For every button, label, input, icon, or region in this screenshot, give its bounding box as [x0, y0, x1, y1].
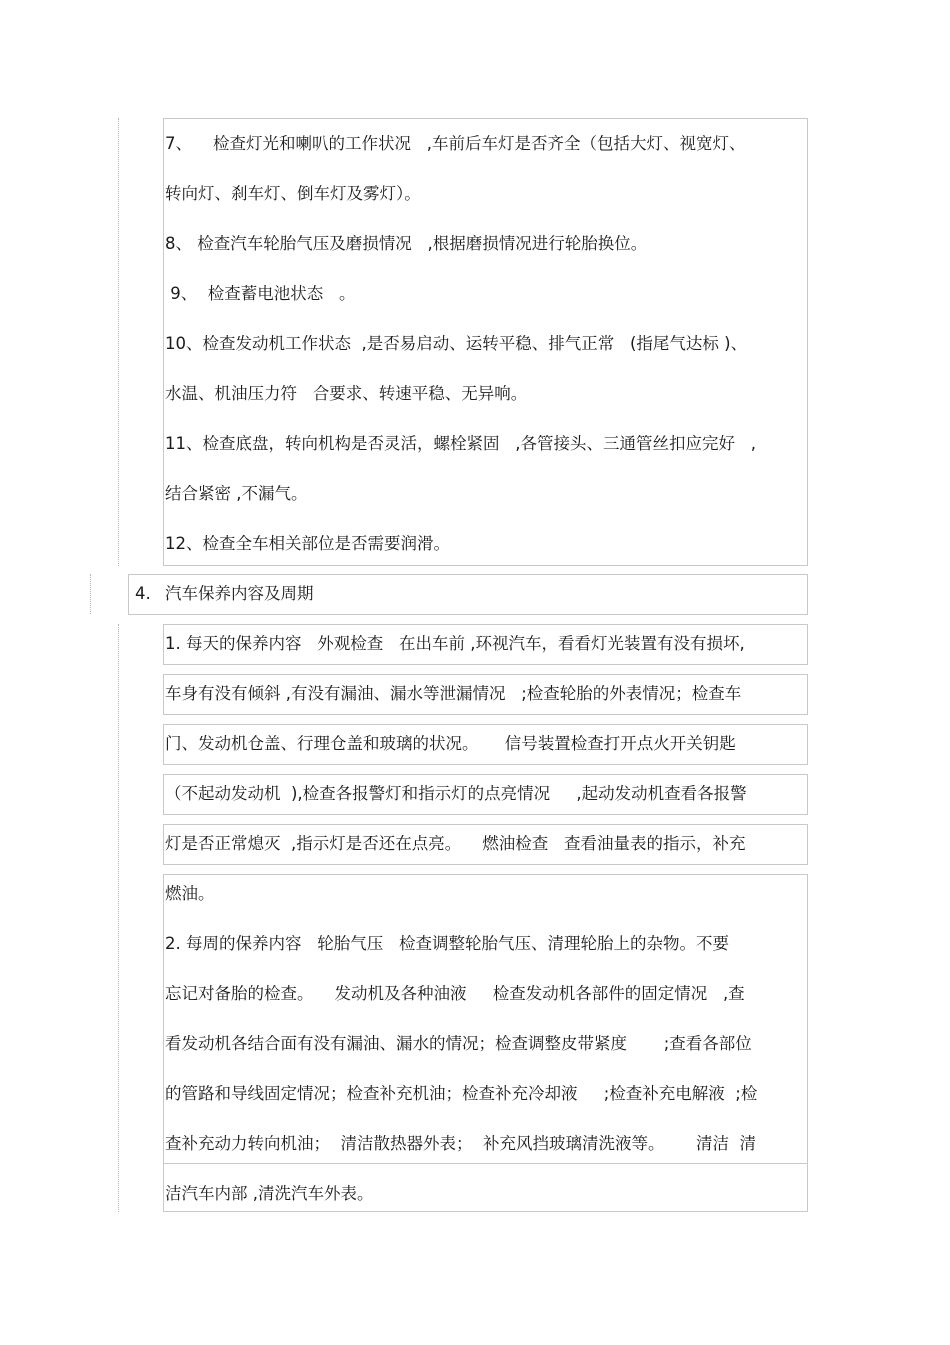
text-line: 的管路和导线固定情况；检查补充机油；检查补充冷却液 ;检查补充电解液 ;检	[165, 1084, 758, 1103]
text-line: 10、检查发动机工作状态 ,是否易启动、运转平稳、排气正常 (指尾气达标 )、	[165, 334, 748, 353]
text-line: 12、检查全车相关部位是否需要润滑。	[165, 534, 450, 553]
text-line: 水温、机油压力符 合要求、转速平稳、无异响。	[165, 384, 528, 403]
margin-dotted-line-top	[118, 118, 119, 566]
text-line: 看发动机各结合面有没有漏油、漏水的情况；检查调整皮带紧度 ;查看各部位	[165, 1034, 752, 1053]
margin-dotted-line-middle	[90, 574, 91, 614]
text-line: 门、发动机仓盖、行理仓盖和玻璃的状况。 信号装置检查打开点火开关钥匙	[165, 734, 736, 753]
text-line: 车身有没有倾斜 ,有没有漏油、漏水等泄漏情况 ;检查轮胎的外表情况；检查车	[165, 684, 742, 703]
text-line: 11、检查底盘，转向机构是否灵活，螺栓紧固 ,各管接头、三通管丝扣应完好 ,	[165, 434, 756, 453]
text-line: 忘记对备胎的检查。 发动机及各种油液 检查发动机各部件的固定情况 ,查	[165, 984, 745, 1003]
text-line: 转向灯、刹车灯、倒车灯及雾灯）。	[165, 184, 421, 203]
text-line: 1. 每天的保养内容 外观检查 在出车前 ,环视汽车，看看灯光装置有没有损坏,	[165, 634, 745, 653]
text-line: 9、 检查蓄电池状态 。	[165, 284, 356, 303]
section-heading-title: 汽车保养内容及周期	[165, 584, 314, 603]
text-line: 洁汽车内部 ,清洗汽车外表。	[165, 1184, 374, 1203]
text-line: （不起动发动机 ),检查各报警灯和指示灯的点亮情况 ,起动发动机查看各报警	[165, 784, 747, 803]
text-line: 7、 检查灯光和喇叭的工作状况 ,车前后车灯是否齐全（包括大灯、视宽灯、	[165, 134, 746, 153]
text-line: 2. 每周的保养内容 轮胎气压 检查调整轮胎气压、清理轮胎上的杂物。不要	[165, 934, 729, 953]
maintenance-block-box	[163, 874, 808, 1164]
text-line: 查补充动力转向机油； 清洁散热器外表； 补充风挡玻璃清洗液等。 清洁 清	[165, 1134, 756, 1153]
section-heading-number: 4.	[135, 584, 151, 603]
text-line: 燃油。	[165, 884, 215, 903]
text-line: 结合紧密 ,不漏气。	[165, 484, 308, 503]
text-line: 灯是否正常熄灭 ,指示灯是否还在点亮。 燃油检查 查看油量表的指示，补充	[165, 834, 746, 853]
margin-dotted-line-bottom	[118, 624, 119, 1212]
text-line: 8、 检查汽车轮胎气压及磨损情况 ,根据磨损情况进行轮胎换位。	[165, 234, 648, 253]
